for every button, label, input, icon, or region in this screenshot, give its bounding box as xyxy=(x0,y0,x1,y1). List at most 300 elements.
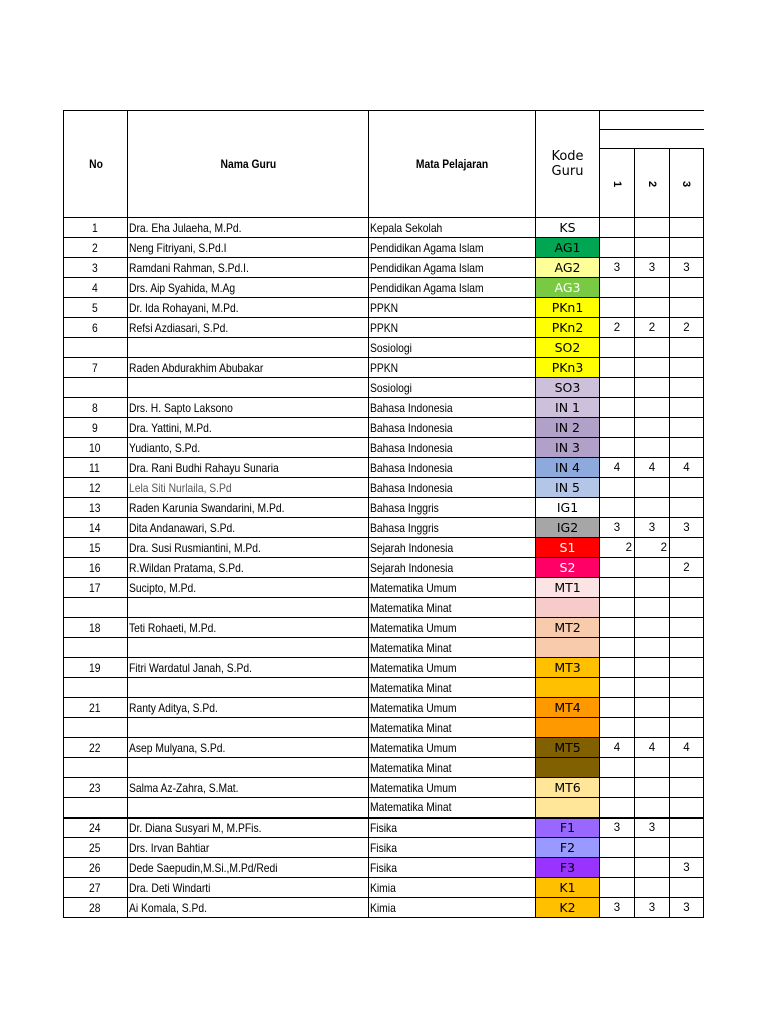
cell-period-2[interactable] xyxy=(635,338,670,358)
cell-period-3[interactable] xyxy=(670,638,704,658)
cell-period-2[interactable] xyxy=(635,438,670,458)
cell-kode-guru[interactable] xyxy=(536,498,600,518)
cell-period-3[interactable] xyxy=(670,518,704,538)
header-no[interactable]: No xyxy=(64,111,128,218)
cell-mata-pelajaran[interactable] xyxy=(369,738,536,758)
cell-mata-pelajaran-text: Matematika Minat xyxy=(370,600,452,615)
cell-mata-pelajaran[interactable] xyxy=(369,678,536,698)
cell-period-1-text: 4 xyxy=(613,461,621,474)
cell-nama-guru[interactable] xyxy=(128,438,369,458)
cell-period-2[interactable] xyxy=(635,718,670,738)
cell-no[interactable] xyxy=(64,418,128,438)
cell-mata-pelajaran-text: Bahasa Inggris xyxy=(370,520,439,535)
cell-period-3[interactable] xyxy=(670,798,704,818)
cell-period-2[interactable] xyxy=(635,878,670,898)
cell-kode-guru[interactable] xyxy=(536,698,600,718)
table-row xyxy=(64,658,704,678)
cell-kode-guru[interactable] xyxy=(536,298,600,318)
cell-period-3[interactable] xyxy=(670,238,704,258)
cell-period-3[interactable] xyxy=(670,878,704,898)
cell-period-3[interactable] xyxy=(670,698,704,718)
cell-mata-pelajaran[interactable] xyxy=(369,378,536,398)
cell-period-1[interactable] xyxy=(600,478,635,498)
cell-nama-guru[interactable] xyxy=(128,818,369,838)
cell-period-3[interactable] xyxy=(670,478,704,498)
cell-period-1[interactable] xyxy=(600,698,635,718)
cell-period-3[interactable] xyxy=(670,618,704,638)
cell-kode-guru-text: AG3 xyxy=(554,280,581,295)
cell-nama-guru[interactable] xyxy=(128,698,369,718)
cell-period-1-text: 2 xyxy=(625,541,632,554)
cell-nama-guru-text: Ai Komala, S.Pd. xyxy=(129,900,208,915)
header-period-3[interactable]: 3 xyxy=(670,149,704,218)
cell-kode-guru[interactable] xyxy=(536,518,600,538)
cell-kode-guru-text: SO3 xyxy=(554,380,581,395)
cell-kode-guru-text: PKn2 xyxy=(551,320,584,335)
cell-nama-guru[interactable] xyxy=(128,638,369,658)
cell-no[interactable] xyxy=(64,358,128,378)
cell-period-3[interactable] xyxy=(670,898,704,918)
cell-period-2[interactable] xyxy=(635,498,670,518)
cell-period-2[interactable] xyxy=(635,838,670,858)
cell-no[interactable] xyxy=(64,558,128,578)
cell-period-3[interactable] xyxy=(670,738,704,758)
cell-period-3[interactable] xyxy=(670,438,704,458)
cell-nama-guru[interactable] xyxy=(128,318,369,338)
cell-nama-guru[interactable] xyxy=(128,878,369,898)
cell-mata-pelajaran[interactable] xyxy=(369,498,536,518)
cell-period-1[interactable] xyxy=(600,718,635,738)
cell-period-3[interactable] xyxy=(670,378,704,398)
cell-mata-pelajaran-text: PPKN xyxy=(370,320,399,335)
cell-kode-guru[interactable] xyxy=(536,898,600,918)
cell-no[interactable] xyxy=(64,678,128,698)
cell-mata-pelajaran-text: PPKN xyxy=(370,300,399,315)
cell-mata-pelajaran[interactable] xyxy=(369,818,536,838)
cell-period-1[interactable] xyxy=(600,598,635,618)
cell-kode-guru[interactable] xyxy=(536,398,600,418)
cell-kode-guru[interactable] xyxy=(536,238,600,258)
header-top-blank[interactable] xyxy=(600,111,704,130)
cell-nama-guru[interactable] xyxy=(128,738,369,758)
cell-mata-pelajaran-text: Fisika xyxy=(370,840,397,855)
cell-kode-guru[interactable] xyxy=(536,838,600,858)
table-row xyxy=(64,678,704,698)
cell-kode-guru[interactable] xyxy=(536,338,600,358)
cell-period-2[interactable] xyxy=(635,678,670,698)
cell-mata-pelajaran[interactable] xyxy=(369,278,536,298)
cell-kode-guru[interactable] xyxy=(536,798,600,818)
cell-kode-guru[interactable] xyxy=(536,878,600,898)
cell-mata-pelajaran[interactable] xyxy=(369,898,536,918)
cell-period-2[interactable] xyxy=(635,238,670,258)
header-kode-guru[interactable]: Kode Guru xyxy=(536,111,600,218)
cell-nama-guru[interactable] xyxy=(128,458,369,478)
cell-no[interactable] xyxy=(64,538,128,558)
cell-nama-guru[interactable] xyxy=(128,518,369,538)
cell-no-text: 12 xyxy=(88,480,101,495)
cell-no[interactable] xyxy=(64,638,128,658)
cell-no[interactable] xyxy=(64,798,128,818)
cell-period-3[interactable] xyxy=(670,398,704,418)
cell-nama-guru[interactable] xyxy=(128,658,369,678)
cell-kode-guru[interactable] xyxy=(536,738,600,758)
cell-kode-guru[interactable] xyxy=(536,438,600,458)
cell-mata-pelajaran[interactable] xyxy=(369,358,536,378)
cell-period-1[interactable] xyxy=(600,738,635,758)
header-period-1[interactable]: 1 xyxy=(600,149,635,218)
cell-period-2[interactable] xyxy=(635,778,670,798)
cell-no[interactable] xyxy=(64,578,128,598)
cell-period-2[interactable] xyxy=(635,618,670,638)
cell-nama-guru[interactable] xyxy=(128,418,369,438)
cell-kode-guru-text: MT2 xyxy=(554,620,581,635)
cell-period-1[interactable] xyxy=(600,638,635,658)
cell-mata-pelajaran[interactable] xyxy=(369,478,536,498)
cell-kode-guru[interactable] xyxy=(536,558,600,578)
cell-kode-guru-text: F3 xyxy=(559,860,576,875)
cell-mata-pelajaran[interactable] xyxy=(369,258,536,278)
cell-mata-pelajaran[interactable] xyxy=(369,458,536,478)
cell-period-3[interactable] xyxy=(670,358,704,378)
cell-mata-pelajaran[interactable] xyxy=(369,578,536,598)
cell-period-2[interactable] xyxy=(635,738,670,758)
cell-period-3[interactable] xyxy=(670,578,704,598)
cell-nama-guru[interactable] xyxy=(128,838,369,858)
cell-nama-guru[interactable] xyxy=(128,758,369,778)
header-mid-blank[interactable] xyxy=(600,130,704,149)
cell-no[interactable] xyxy=(64,838,128,858)
cell-kode-guru[interactable] xyxy=(536,378,600,398)
cell-mata-pelajaran[interactable] xyxy=(369,318,536,338)
cell-mata-pelajaran-text: Sosiologi xyxy=(370,340,412,355)
cell-period-1[interactable] xyxy=(600,418,635,438)
cell-mata-pelajaran[interactable] xyxy=(369,698,536,718)
cell-period-2[interactable] xyxy=(635,358,670,378)
cell-period-1[interactable] xyxy=(600,858,635,878)
cell-no[interactable] xyxy=(64,238,128,258)
cell-no[interactable] xyxy=(64,658,128,678)
header-period-2[interactable]: 2 xyxy=(635,149,670,218)
cell-nama-guru-text: Dr. Diana Susyari M, M.PFis. xyxy=(129,820,262,835)
cell-period-1[interactable] xyxy=(600,578,635,598)
cell-mata-pelajaran[interactable] xyxy=(369,398,536,418)
cell-nama-guru-text: Dra. Rani Budhi Rahayu Sunaria xyxy=(129,460,279,475)
cell-period-1[interactable] xyxy=(600,818,635,838)
cell-nama-guru[interactable] xyxy=(128,618,369,638)
cell-period-1[interactable] xyxy=(600,518,635,538)
cell-period-3[interactable] xyxy=(670,658,704,678)
cell-period-2[interactable] xyxy=(635,298,670,318)
cell-mata-pelajaran[interactable] xyxy=(369,538,536,558)
cell-no-text: 16 xyxy=(88,560,101,575)
cell-mata-pelajaran[interactable] xyxy=(369,638,536,658)
cell-period-1[interactable] xyxy=(600,758,635,778)
cell-period-1[interactable] xyxy=(600,778,635,798)
cell-period-1[interactable] xyxy=(600,298,635,318)
cell-kode-guru[interactable] xyxy=(536,598,600,618)
cell-mata-pelajaran[interactable] xyxy=(369,858,536,878)
cell-period-1[interactable] xyxy=(600,458,635,478)
cell-period-3[interactable] xyxy=(670,458,704,478)
cell-period-1[interactable] xyxy=(600,338,635,358)
cell-mata-pelajaran[interactable] xyxy=(369,218,536,238)
cell-no-text: 4 xyxy=(92,280,98,295)
cell-mata-pelajaran[interactable] xyxy=(369,438,536,458)
cell-kode-guru[interactable] xyxy=(536,418,600,438)
cell-no[interactable] xyxy=(64,318,128,338)
cell-kode-guru[interactable] xyxy=(536,638,600,658)
cell-no[interactable] xyxy=(64,338,128,358)
cell-nama-guru[interactable] xyxy=(128,498,369,518)
cell-period-1[interactable] xyxy=(600,258,635,278)
cell-period-2[interactable] xyxy=(635,818,670,838)
cell-nama-guru[interactable] xyxy=(128,858,369,878)
cell-period-2[interactable] xyxy=(635,858,670,878)
cell-period-3[interactable] xyxy=(670,298,704,318)
cell-nama-guru[interactable] xyxy=(128,218,369,238)
cell-period-2[interactable] xyxy=(635,278,670,298)
cell-kode-guru[interactable] xyxy=(536,278,600,298)
cell-kode-guru[interactable] xyxy=(536,318,600,338)
cell-nama-guru[interactable] xyxy=(128,898,369,918)
cell-no-text: 14 xyxy=(88,520,101,535)
cell-period-3[interactable] xyxy=(670,258,704,278)
cell-kode-guru-text: IN 5 xyxy=(555,480,580,495)
cell-kode-guru[interactable] xyxy=(536,478,600,498)
header-mata-pelajaran[interactable]: Mata Pelajaran xyxy=(369,111,536,218)
cell-kode-guru[interactable] xyxy=(536,578,600,598)
cell-period-1[interactable] xyxy=(600,278,635,298)
cell-kode-guru[interactable] xyxy=(536,618,600,638)
table-row xyxy=(64,478,704,498)
cell-kode-guru[interactable] xyxy=(536,458,600,478)
cell-mata-pelajaran[interactable] xyxy=(369,338,536,358)
cell-kode-guru[interactable] xyxy=(536,658,600,678)
cell-period-3[interactable] xyxy=(670,338,704,358)
cell-nama-guru-text: Drs. H. Sapto Laksono xyxy=(129,400,233,415)
cell-kode-guru-text: S1 xyxy=(559,540,576,555)
cell-nama-guru[interactable] xyxy=(128,798,369,818)
cell-period-3[interactable] xyxy=(670,718,704,738)
cell-nama-guru[interactable] xyxy=(128,598,369,618)
cell-period-3[interactable] xyxy=(670,678,704,698)
cell-no[interactable] xyxy=(64,718,128,738)
cell-no[interactable] xyxy=(64,258,128,278)
cell-period-1[interactable] xyxy=(600,898,635,918)
cell-period-1[interactable] xyxy=(600,498,635,518)
cell-period-2[interactable] xyxy=(635,318,670,338)
cell-mata-pelajaran[interactable] xyxy=(369,838,536,858)
cell-mata-pelajaran[interactable] xyxy=(369,758,536,778)
cell-no[interactable] xyxy=(64,438,128,458)
cell-mata-pelajaran-text: Bahasa Indonesia xyxy=(370,400,453,415)
cell-no[interactable] xyxy=(64,218,128,238)
cell-period-1[interactable] xyxy=(600,558,635,578)
table-row xyxy=(64,398,704,418)
cell-mata-pelajaran[interactable] xyxy=(369,298,536,318)
cell-no[interactable] xyxy=(64,278,128,298)
cell-no[interactable] xyxy=(64,298,128,318)
cell-kode-guru[interactable] xyxy=(536,358,600,378)
cell-period-3[interactable] xyxy=(670,218,704,238)
cell-nama-guru[interactable] xyxy=(128,298,369,318)
cell-period-2[interactable] xyxy=(635,378,670,398)
cell-mata-pelajaran[interactable] xyxy=(369,518,536,538)
table-row xyxy=(64,818,704,838)
table-row xyxy=(64,218,704,238)
cell-kode-guru[interactable] xyxy=(536,818,600,838)
cell-period-2[interactable] xyxy=(635,558,670,578)
cell-no[interactable] xyxy=(64,738,128,758)
cell-period-1[interactable] xyxy=(600,658,635,678)
cell-no-text: 6 xyxy=(92,320,98,335)
cell-no[interactable] xyxy=(64,598,128,618)
cell-period-2[interactable] xyxy=(635,598,670,618)
cell-no[interactable] xyxy=(64,518,128,538)
cell-period-3[interactable] xyxy=(670,418,704,438)
cell-no[interactable] xyxy=(64,778,128,798)
cell-mata-pelajaran[interactable] xyxy=(369,618,536,638)
cell-mata-pelajaran[interactable] xyxy=(369,658,536,678)
cell-mata-pelajaran[interactable] xyxy=(369,878,536,898)
cell-period-2[interactable] xyxy=(635,538,670,558)
cell-mata-pelajaran[interactable] xyxy=(369,778,536,798)
cell-mata-pelajaran[interactable] xyxy=(369,718,536,738)
cell-kode-guru-text: MT5 xyxy=(554,740,581,755)
cell-period-3-text: 3 xyxy=(683,521,690,534)
cell-nama-guru[interactable] xyxy=(128,398,369,418)
cell-nama-guru-text: Refsi Azdiasari, S.Pd. xyxy=(129,320,229,335)
cell-nama-guru[interactable] xyxy=(128,278,369,298)
cell-nama-guru[interactable] xyxy=(128,238,369,258)
cell-period-1[interactable] xyxy=(600,398,635,418)
cell-kode-guru[interactable] xyxy=(536,678,600,698)
cell-nama-guru[interactable] xyxy=(128,378,369,398)
cell-period-2[interactable] xyxy=(635,418,670,438)
cell-kode-guru-text: S2 xyxy=(559,560,576,575)
cell-period-3[interactable] xyxy=(670,818,704,838)
cell-no[interactable] xyxy=(64,618,128,638)
cell-nama-guru[interactable] xyxy=(128,778,369,798)
cell-no[interactable] xyxy=(64,698,128,718)
cell-period-3[interactable] xyxy=(670,278,704,298)
cell-period-1[interactable] xyxy=(600,538,635,558)
cell-period-1[interactable] xyxy=(600,678,635,698)
cell-period-2[interactable] xyxy=(635,698,670,718)
cell-mata-pelajaran[interactable] xyxy=(369,418,536,438)
cell-period-2[interactable] xyxy=(635,638,670,658)
cell-kode-guru[interactable] xyxy=(536,218,600,238)
cell-kode-guru[interactable] xyxy=(536,758,600,778)
cell-period-1[interactable] xyxy=(600,838,635,858)
table-row xyxy=(64,438,704,458)
cell-period-3[interactable] xyxy=(670,558,704,578)
cell-period-3[interactable] xyxy=(670,538,704,558)
cell-period-1[interactable] xyxy=(600,378,635,398)
cell-no[interactable] xyxy=(64,878,128,898)
cell-no[interactable] xyxy=(64,398,128,418)
cell-period-2[interactable] xyxy=(635,518,670,538)
cell-period-1[interactable] xyxy=(600,218,635,238)
cell-nama-guru-text: Neng Fitriyani, S.Pd.I xyxy=(129,240,227,255)
cell-no[interactable] xyxy=(64,758,128,778)
cell-mata-pelajaran-text: PPKN xyxy=(370,360,399,375)
cell-period-3[interactable] xyxy=(670,858,704,878)
cell-period-3[interactable] xyxy=(670,598,704,618)
cell-kode-guru[interactable] xyxy=(536,858,600,878)
table-body xyxy=(64,218,704,918)
cell-nama-guru[interactable] xyxy=(128,678,369,698)
cell-period-2[interactable] xyxy=(635,258,670,278)
table-row xyxy=(64,778,704,798)
cell-no[interactable] xyxy=(64,898,128,918)
cell-period-3[interactable] xyxy=(670,318,704,338)
cell-period-1[interactable] xyxy=(600,618,635,638)
cell-period-2[interactable] xyxy=(635,398,670,418)
cell-nama-guru[interactable] xyxy=(128,258,369,278)
cell-kode-guru[interactable] xyxy=(536,258,600,278)
cell-no[interactable] xyxy=(64,858,128,878)
cell-kode-guru[interactable] xyxy=(536,538,600,558)
cell-no[interactable] xyxy=(64,818,128,838)
cell-period-1[interactable] xyxy=(600,798,635,818)
table-row xyxy=(64,898,704,918)
cell-period-3[interactable] xyxy=(670,778,704,798)
cell-no[interactable] xyxy=(64,478,128,498)
cell-period-2[interactable] xyxy=(635,898,670,918)
cell-kode-guru[interactable] xyxy=(536,778,600,798)
cell-period-2[interactable] xyxy=(635,478,670,498)
cell-nama-guru[interactable] xyxy=(128,338,369,358)
cell-nama-guru[interactable] xyxy=(128,578,369,598)
cell-nama-guru[interactable] xyxy=(128,718,369,738)
cell-no[interactable] xyxy=(64,378,128,398)
cell-mata-pelajaran-text: Kimia xyxy=(370,880,396,895)
cell-period-1[interactable] xyxy=(600,358,635,378)
cell-period-1[interactable] xyxy=(600,438,635,458)
cell-period-2-text: 3 xyxy=(648,821,656,834)
header-nama-guru[interactable]: Nama Guru xyxy=(128,111,369,218)
cell-period-2[interactable] xyxy=(635,658,670,678)
cell-period-2[interactable] xyxy=(635,758,670,778)
cell-period-1[interactable] xyxy=(600,318,635,338)
cell-nama-guru[interactable] xyxy=(128,478,369,498)
cell-period-3[interactable] xyxy=(670,498,704,518)
cell-period-3[interactable] xyxy=(670,758,704,778)
cell-mata-pelajaran[interactable] xyxy=(369,598,536,618)
cell-nama-guru-text: Ramdani Rahman, S.Pd.I. xyxy=(129,260,249,275)
cell-period-2[interactable] xyxy=(635,798,670,818)
cell-kode-guru[interactable] xyxy=(536,718,600,738)
cell-no-text: 13 xyxy=(88,500,101,515)
cell-mata-pelajaran[interactable] xyxy=(369,238,536,258)
cell-no[interactable] xyxy=(64,458,128,478)
cell-period-2[interactable] xyxy=(635,578,670,598)
cell-nama-guru[interactable] xyxy=(128,538,369,558)
cell-period-1[interactable] xyxy=(600,238,635,258)
cell-kode-guru-text: AG1 xyxy=(554,240,581,255)
cell-nama-guru[interactable] xyxy=(128,558,369,578)
cell-period-1[interactable] xyxy=(600,878,635,898)
cell-mata-pelajaran[interactable] xyxy=(369,798,536,818)
cell-period-2[interactable] xyxy=(635,218,670,238)
cell-period-3[interactable] xyxy=(670,838,704,858)
cell-no[interactable] xyxy=(64,498,128,518)
cell-mata-pelajaran[interactable] xyxy=(369,558,536,578)
cell-nama-guru[interactable] xyxy=(128,358,369,378)
cell-period-2[interactable] xyxy=(635,458,670,478)
